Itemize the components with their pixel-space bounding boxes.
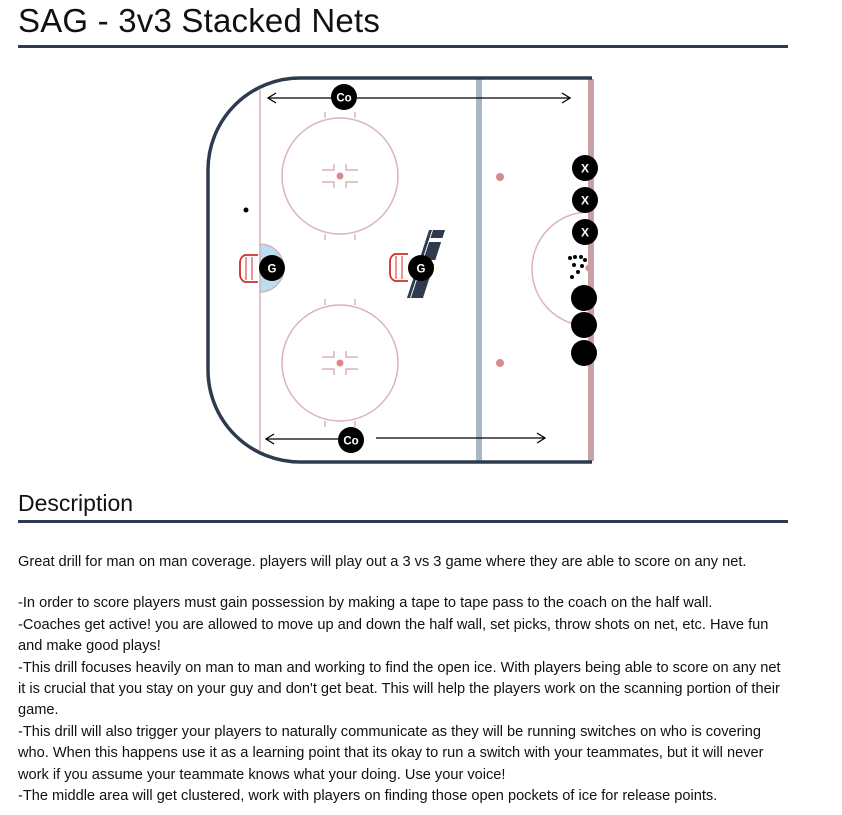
player-marker-x-2 — [572, 187, 598, 213]
player-label: X — [580, 193, 590, 208]
net-left — [240, 255, 258, 282]
blue-line — [476, 79, 482, 461]
goalie-label: G — [267, 263, 277, 276]
description-bullet: -Coaches get active! you are allowed to move up and down the half wall, set picks, throw shots on net, etc. Have fun and make good plays! — [18, 616, 769, 655]
description-bullet: -The middle area will get clustered, work with players on finding those open pockets of ice for release points. — [18, 788, 718, 805]
description-bullet: -In order to score players must gain possession by making a tape to tape pass to the coach on the half wall. — [18, 595, 713, 612]
goalie-label: G — [416, 263, 426, 276]
description-bullet: -This drill will also trigger your players to naturally communicate as they will be running switches on who is covering who. When this happens use it as a learning point that its okay to run a switch with your teammates, but it will never work if you assume your teammate knows what your doing. Use your voice! — [18, 723, 764, 783]
neutral-dot-top — [496, 173, 504, 181]
player-marker-solid-3 — [571, 340, 597, 366]
player-marker-x-3 — [572, 219, 598, 245]
page-title: SAG - 3v3 Stacked Nets — [18, 2, 381, 39]
section-divider — [18, 520, 788, 523]
red-line — [588, 79, 594, 461]
description-text — [18, 552, 788, 807]
description-intro: Great drill for man on man coverage. players will play out a 3 vs 3 game where they are able to score on any net. — [18, 554, 747, 570]
coach-marker-top — [331, 84, 357, 110]
player-marker-x-1 — [572, 155, 598, 181]
coach-label: Co — [336, 92, 352, 105]
goalie-marker-left — [259, 255, 285, 281]
coach-marker-bottom — [338, 427, 364, 453]
player-label: X — [580, 225, 590, 240]
description-bullet: -This drill focuses heavily on man to man and working to find the open ice. With players being able to score on any net it is crucial that you stay on your guy and don't get beat. This will help the players work on the scanning portion of their game. — [18, 659, 781, 719]
player-label: X — [580, 161, 590, 176]
section-title: Description — [18, 490, 134, 516]
net-middle — [390, 254, 408, 281]
coach-label: Co — [343, 435, 359, 448]
loose-puck — [244, 208, 249, 213]
goalie-marker-middle — [408, 255, 434, 281]
player-marker-solid-1 — [571, 285, 597, 311]
player-marker-solid-2 — [571, 312, 597, 338]
neutral-dot-bottom — [496, 359, 504, 367]
